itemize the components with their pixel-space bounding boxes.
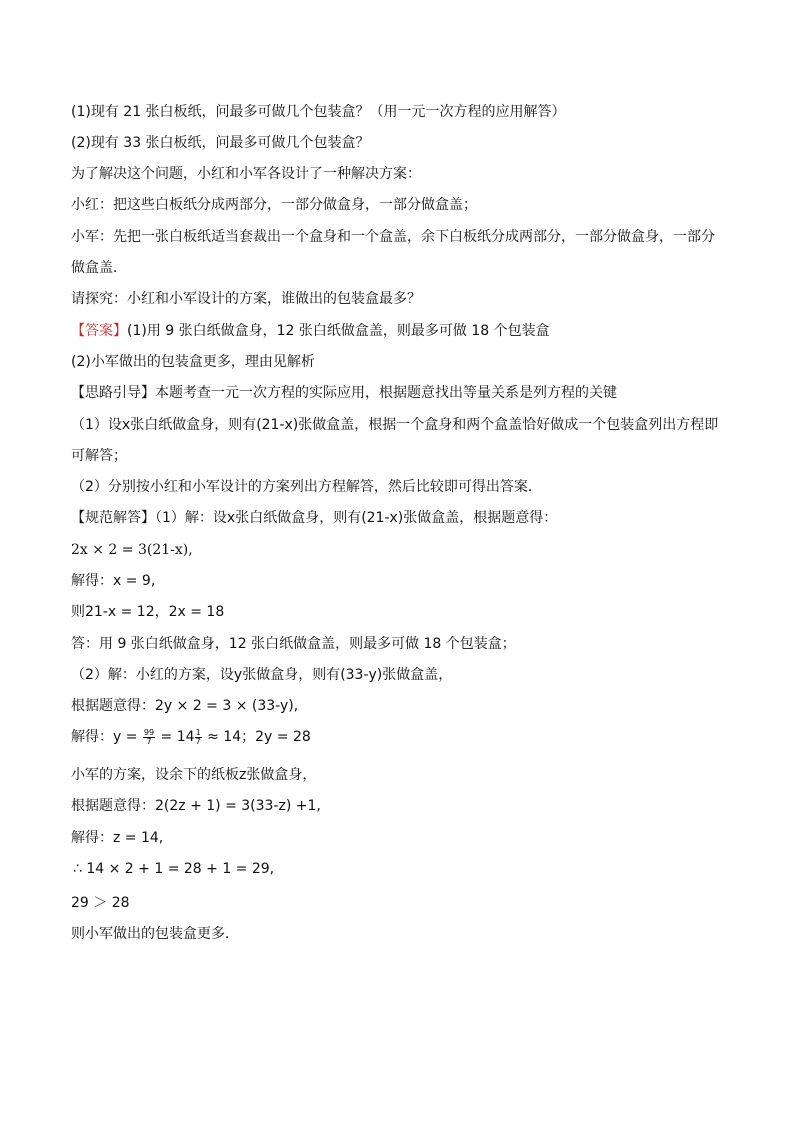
solution-text-0: （1）解：设x张白纸做盒身，则有(21-x)张做盒盖，根据题意得： — [155, 510, 558, 526]
xiaojun-setup: 小军的方案，设余下的纸板z张做盒身， — [71, 767, 317, 783]
xiaohong-plan: 小红：把这些白板纸分成两部分，一部分做盒身，一部分做盒盖； — [71, 197, 477, 213]
question-part-1: (1)现有 21 张白板纸，问最多可做几个包装盒？（用一元一次方程的应用解答） — [71, 104, 566, 120]
equation-3: 根据题意得：2(2z + 1) = 3(33-z) +1, — [71, 798, 321, 814]
question-explore: 请探究：小红和小军设计的方案，谁做出的包装盒最多？ — [71, 291, 421, 307]
comparison: 29 ＞ 28 — [71, 895, 130, 911]
solve-y-post: ≈ 14；2y = 28 — [202, 729, 311, 745]
guide-line-2: 可解答； — [71, 448, 127, 464]
conclusion: 则小军做出的包装盒更多． — [71, 926, 239, 942]
result-x: 则21-x = 12，2x = 18 — [71, 604, 225, 620]
answer-line-1 — [71, 322, 550, 340]
solve-z: 解得：z = 14, — [71, 830, 164, 846]
question-part-2: (2)现有 33 张白板纸，问最多可做几个包装盒？ — [71, 135, 370, 151]
guide-text-0: 本题考查一元一次方程的实际应用，根据题意找出等量关系是列方程的关键 — [155, 385, 617, 401]
guide-line-3: （2）分别按小红和小军设计的方案列出方程解答，然后比较即可得出答案． — [71, 479, 542, 495]
answer-line-2: (2)小军做出的包装盒更多，理由见解析 — [71, 354, 315, 370]
solve-y — [71, 728, 311, 746]
mixed-numerator: 1 — [195, 727, 201, 737]
equation-1: 2x × 2 = 3(21-x), — [71, 542, 193, 558]
answer-text-1: (1)用 9 张白纸做盒身，12 张白纸做盒盖，则最多可做 18 个包装盒 — [127, 323, 550, 339]
therefore-line: ∴ 14 × 2 + 1 = 28 + 1 = 29, — [73, 861, 275, 877]
guide-tag: 【思路引导】 — [71, 385, 155, 401]
guide-line-1: （1）设x张白纸做盒身，则有(21-x)张做盒盖，根据一个盒身和两个盒盖恰好做成一个包装盒列出方程即 — [71, 417, 719, 433]
solve-y-eq: = — [156, 729, 177, 745]
solution-tag: 【规范解答】 — [71, 510, 155, 526]
mixed-whole: 14 — [176, 729, 195, 745]
solve-x: 解得：x = 9, — [71, 573, 156, 589]
fraction-denominator: 7 — [146, 736, 152, 746]
fraction-numerator: 99 — [143, 727, 155, 737]
mixed-fraction — [195, 729, 202, 746]
xiaojun-plan: 小军：先把一张白板纸适当套裁出一个盒身和一个盒盖，余下白板纸分成两部分，一部分做盒身，一部分 — [71, 229, 715, 245]
xiaojun-plan-cont: 做盒盖． — [71, 260, 127, 276]
solve-y-pre: 解得：y = — [71, 729, 142, 745]
mixed-number — [177, 728, 203, 746]
solution-line-0 — [71, 509, 557, 527]
guide-line-0 — [71, 384, 617, 402]
answer-part-1: 答：用 9 张白纸做盒身，12 张白纸做盒盖，则最多可做 18 个包装盒； — [71, 636, 516, 652]
xiaohong-setup: （2）解：小红的方案，设y张做盒身，则有(33-y)张做盒盖， — [71, 667, 453, 683]
answer-tag: 【答案】 — [71, 323, 127, 339]
question-intro: 为了解决这个问题，小红和小军各设计了一种解决方案： — [71, 166, 421, 182]
mixed-denominator: 7 — [195, 736, 201, 746]
equation-2: 根据题意得：2y × 2 = 3 × (33-y), — [71, 698, 299, 714]
fraction-99-7 — [143, 729, 155, 746]
